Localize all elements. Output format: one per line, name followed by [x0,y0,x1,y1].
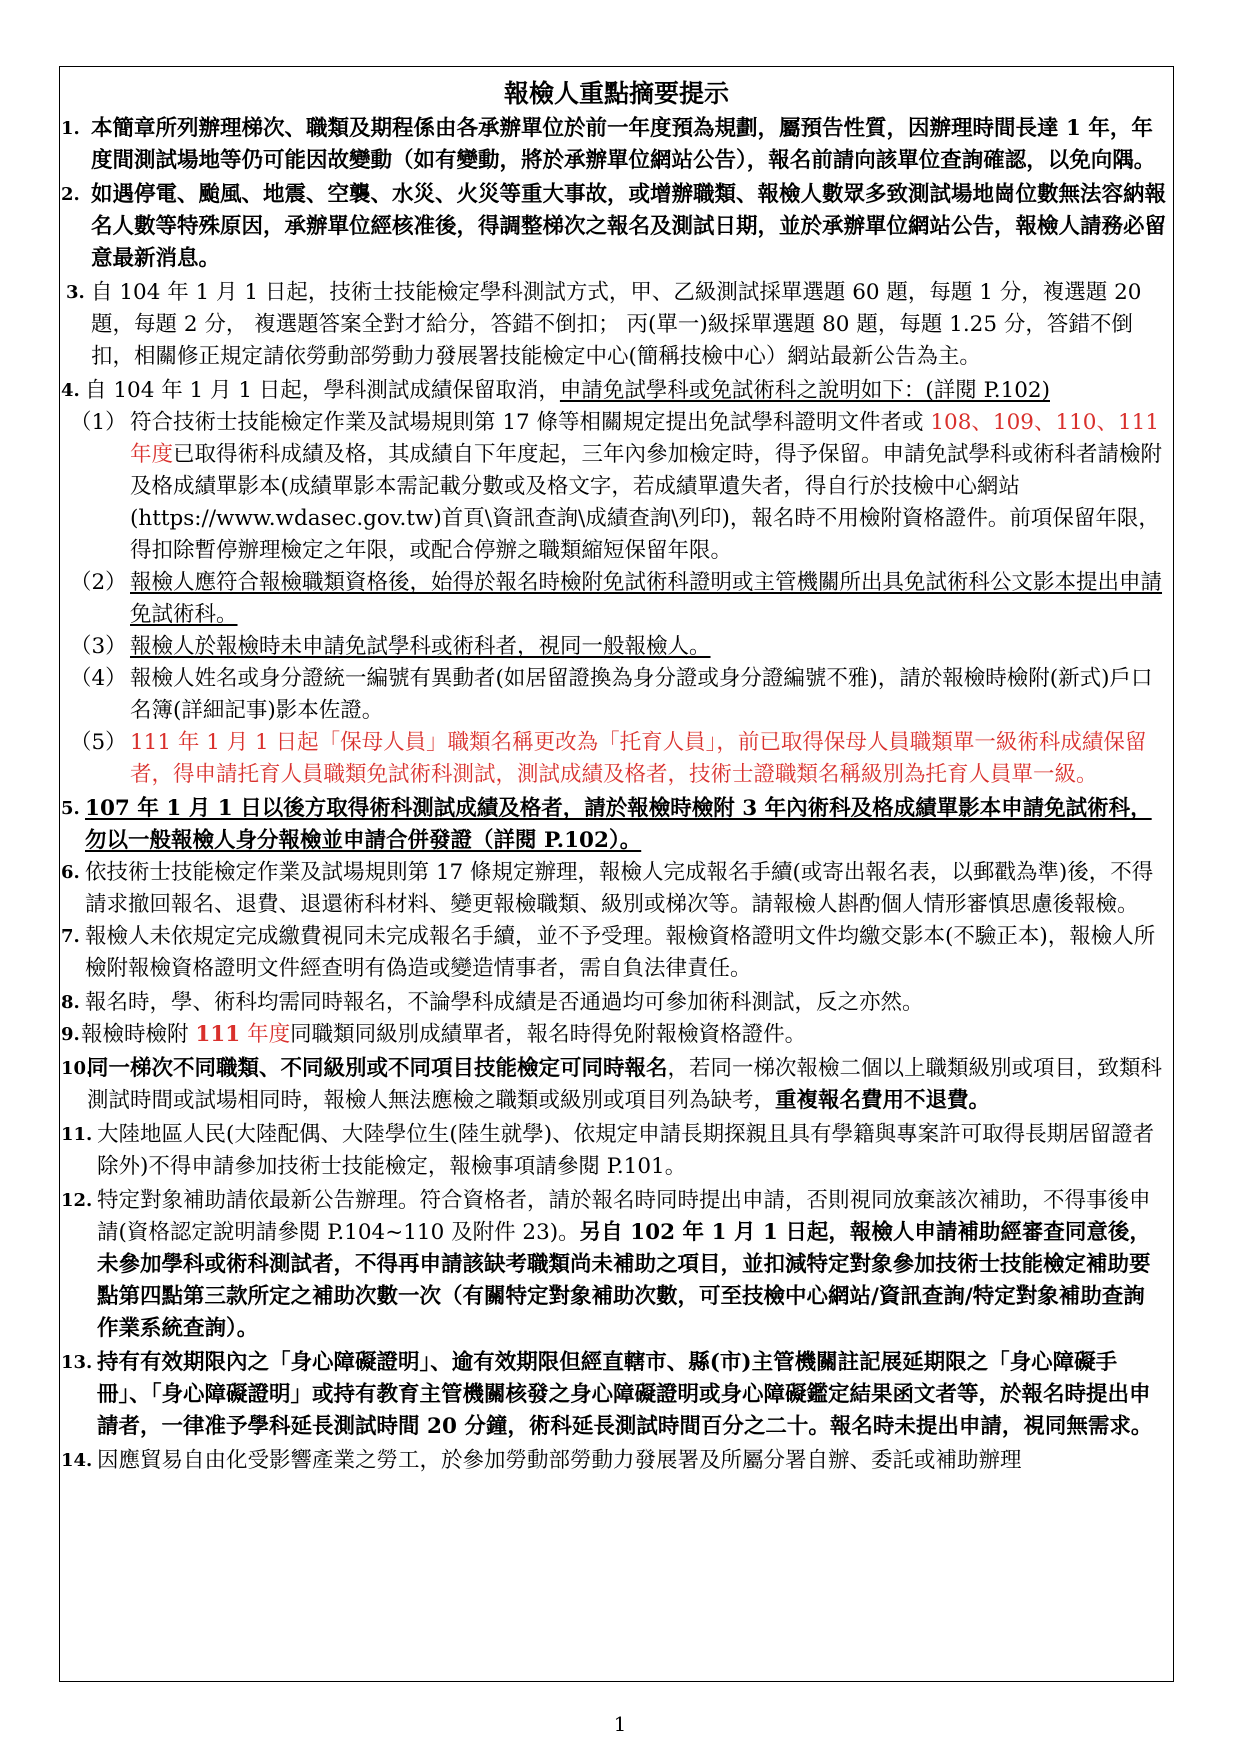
sub-item-text: 報檢人應符合報檢職類資格後，始得於報名時檢附免試術科證明或主管機關所出具免試術科公文影本提出申請免試術科。 [130,570,1163,627]
page-title: 報檢人重點摘要提示 [503,79,729,108]
item-text: 本簡章所列辦理梯次、職類及期程係由各承辦單位於前一年度預為規劃，屬預告性質，因辦理時間長達 1 年，年度間測試場地等仍可能因故變動（如有變動，將於承辦單位網站公告），報名前請向該單位查詢確認，以免向隅。 [91,116,1156,173]
list-item-12 [60,1185,1166,1345]
sub-item-3 [60,631,1166,663]
sub-item-text: 報檢人姓名或身分證統一編號有異動者(如居留證換為身分證或身分證編號不雅)，請於報檢時檢附(新式)戶口名簿(詳細記事)影本佐證。 [130,666,1153,723]
item-number: 3. [66,282,85,303]
list-item-3 [60,277,1166,373]
sub-item-text-cont: 已取得術科成績及格，其成績自下年度起，三年內參加檢定時，得予保留。申請免試學科或術科者請檢附及格成績單影本(成績單影本需記載分數或及格文字，若成績單遺失者，得自行於技檢中心網站(https://www.wdasec.gov.tw)首頁\資訊查詢\成績查詢\列印)，報名時不用檢附資格證件。前項保留年限，得扣除暫停辦理檢定之年限，或配合停辦之職類縮短保留年限。 [130,442,1163,563]
item-text: 報名時，學、術科均需同時報名，不論學科成績是否通過均可參加術科測試，反之亦然。 [85,990,924,1015]
item-text: ，若同一梯次報檢二個以上職類級別或項目，致類科測試時間或試場相同時，報檢人無法應檢之職類或級別或項目列為缺考， [87,1056,1163,1113]
list-item-10 [60,1053,1166,1117]
item-number: 14. [61,1450,93,1471]
list-item-8 [60,987,1166,1019]
list-item-5 [60,793,1166,857]
item-text: 特定對象補助請依最新公告辦理。符合資格者，請於報名時同時提出申請，否則視同放棄該次補助，不得事後申請(資格認定說明請參閱 P.104~110 及附件 23)。 [97,1188,1151,1245]
item-number: 5. [61,798,80,819]
item-number: 6. [61,862,80,883]
item-text-bold: 另自 102 年 1 月 1 日起，報檢人申請補助經審查同意後，未參加學科或術科測試者，不得再申請該缺考職類尚未補助之項目，並扣減特定對象參加技術士技能檢定補助要點第四點第三款所定之補助次數一次（有關特定對象補助次數，可至技檢中心網站/資訊查詢/特定對象補助查詢作業系統查詢）。 [97,1220,1151,1341]
item-number: 10. [61,1058,93,1079]
item-text: 報檢人未依規定完成繳費視同未完成報名手續，並不予受理。報檢資格證明文件均繳交影本(不驗正本)，報檢人所檢附報檢資格證明文件經查明有偽造或變造情事者，需自負法律責任。 [85,924,1156,981]
list-item-13 [60,1347,1166,1443]
sub-item-number: （5） [70,730,127,755]
sub-item-number: （2） [70,570,127,595]
list-item-9 [60,1019,1166,1051]
sub-item-number: （1） [70,410,127,435]
item-number: 4. [61,380,80,401]
item-text: 大陸地區人民(大陸配偶、大陸學位生(陸生就學)、依規定申請長期探親且具有學籍與專案許可取得長期居留證者除外)不得申請參加技術士技能檢定，報檢事項請參閱 P.101。 [97,1122,1155,1179]
sub-item-text: 報檢人於報檢時未申請免試學科或術科者，視同一般報檢人。 [130,634,711,659]
item-number: 1. [61,118,80,139]
item-text: 如遇停電、颱風、地震、空襲、水災、火災等重大事故，或增辦職類、報檢人數眾多致測試場地崗位數無法容納報名人數等特殊原因，承辦單位經核准後，得調整梯次之報名及測試日期，並於承辦單位網站公告，報檢人請務必留意最新消息。 [91,182,1167,271]
list-item-4 [60,375,1166,407]
item-text: 自 104 年 1 月 1 日起，學科測試成績保留取消， [85,378,560,403]
sub-item-number: （3） [70,634,127,659]
summary-box [59,66,1174,1682]
sub-item-text: 111 年 1 月 1 日起「保母人員」職類名稱更改為「托育人員」，前已取得保母人員職類單一級術科成績保留者，得申請托育人員職類免試術科測試，測試成績及格者，技術士證職類名稱級別為托育人員單一級。 [130,730,1147,787]
sub-item-1 [60,407,1166,567]
highlight-years: 108、109、110、111 年度 [130,410,1160,467]
list-item-14 [60,1445,1166,1477]
sub-item-2 [60,567,1166,631]
sub-item-4 [60,663,1166,727]
highlight-year: 111 [195,1022,241,1047]
item-text: 持有有效期限內之「身心障礙證明」、逾有效期限但經直轄市、縣(市)主管機關註記展延期限之「身心障礙手冊」、「身心障礙證明」或持有教育主管機關核發之身心障礙證明或身心障礙鑑定結果函文者等，於報名時提出申請者，一律准予學科延長測試時間 20 分鐘，術科延長測試時間百分之二十。報名時未提出申請，視同無需求。 [97,1350,1153,1439]
list-item-7 [60,921,1166,985]
sub-item-5 [60,727,1166,791]
exemption-heading: 申請免試學科或免試術科之說明如下：(詳閱 P.102) [559,378,1050,403]
list-item-11 [60,1119,1166,1183]
item-text: 107 年 1 月 1 日以後方取得術科測試成績及格者，請於報檢時檢附 3 年內術科及格成績單影本申請免試術科，勿以一般報檢人身分報檢並申請合併發證（詳閱 P.102）。 [85,796,1152,853]
item-text-bold-end: 重複報名費用不退費。 [775,1088,991,1113]
item-text: 依技術士技能檢定作業及試場規則第 17 條規定辦理，報檢人完成報名手續(或寄出報名表，以郵戳為準)後，不得請求撤回報名、退費、退還術科材料、變更報檢職類、級別或梯次等。請報檢人斟酌個人情形審慎思慮後報檢。 [85,860,1154,917]
item-number: 2. [61,184,80,205]
item-number: 11. [61,1124,93,1145]
item-text-bold: 同一梯次不同職類、不同級別或不同項目技能檢定可同時報名 [87,1056,668,1081]
sub-item-text: 符合技術士技能檢定作業及試場規則第 17 條等相關規定提出免試學科證明文件者或 [130,410,931,435]
item-number: 8. [61,992,80,1013]
item-number: 13. [61,1352,93,1373]
list-item-6 [60,857,1166,921]
sub-item-number: （4） [70,666,127,691]
page-number: 1 [613,1712,627,1736]
item-text: 報檢時檢附 [81,1022,196,1047]
item-number: 7. [61,926,80,947]
item-text-cont: 同職類同級別成績單者，報名時得免附報檢資格證件。 [290,1022,807,1047]
item-number: 9. [61,1024,80,1045]
item-number: 12. [61,1190,93,1211]
list-item-2 [60,179,1166,275]
list-item-1 [60,113,1166,177]
item-text: 因應貿易自由化受影響產業之勞工，於參加勞動部勞動力發展署及所屬分署自辦、委託或補助辦理 [97,1448,1022,1473]
highlight-year-label: 年度 [240,1022,291,1047]
item-text: 自 104 年 1 月 1 日起，技術士技能檢定學科測試方式，甲、乙級測試採單選題 60 題，每題 1 分，複選題 20 題，每題 2 分， 複選題答案全對才給分，答錯不倒扣； 丙(單一)級採單選題 80 題，每題 1.25 分，答錯不倒扣，相關修正規定請依勞動部勞動力發展署技能檢定中心(簡稱技檢中心）網站最新公告為主。 [91,280,1142,369]
